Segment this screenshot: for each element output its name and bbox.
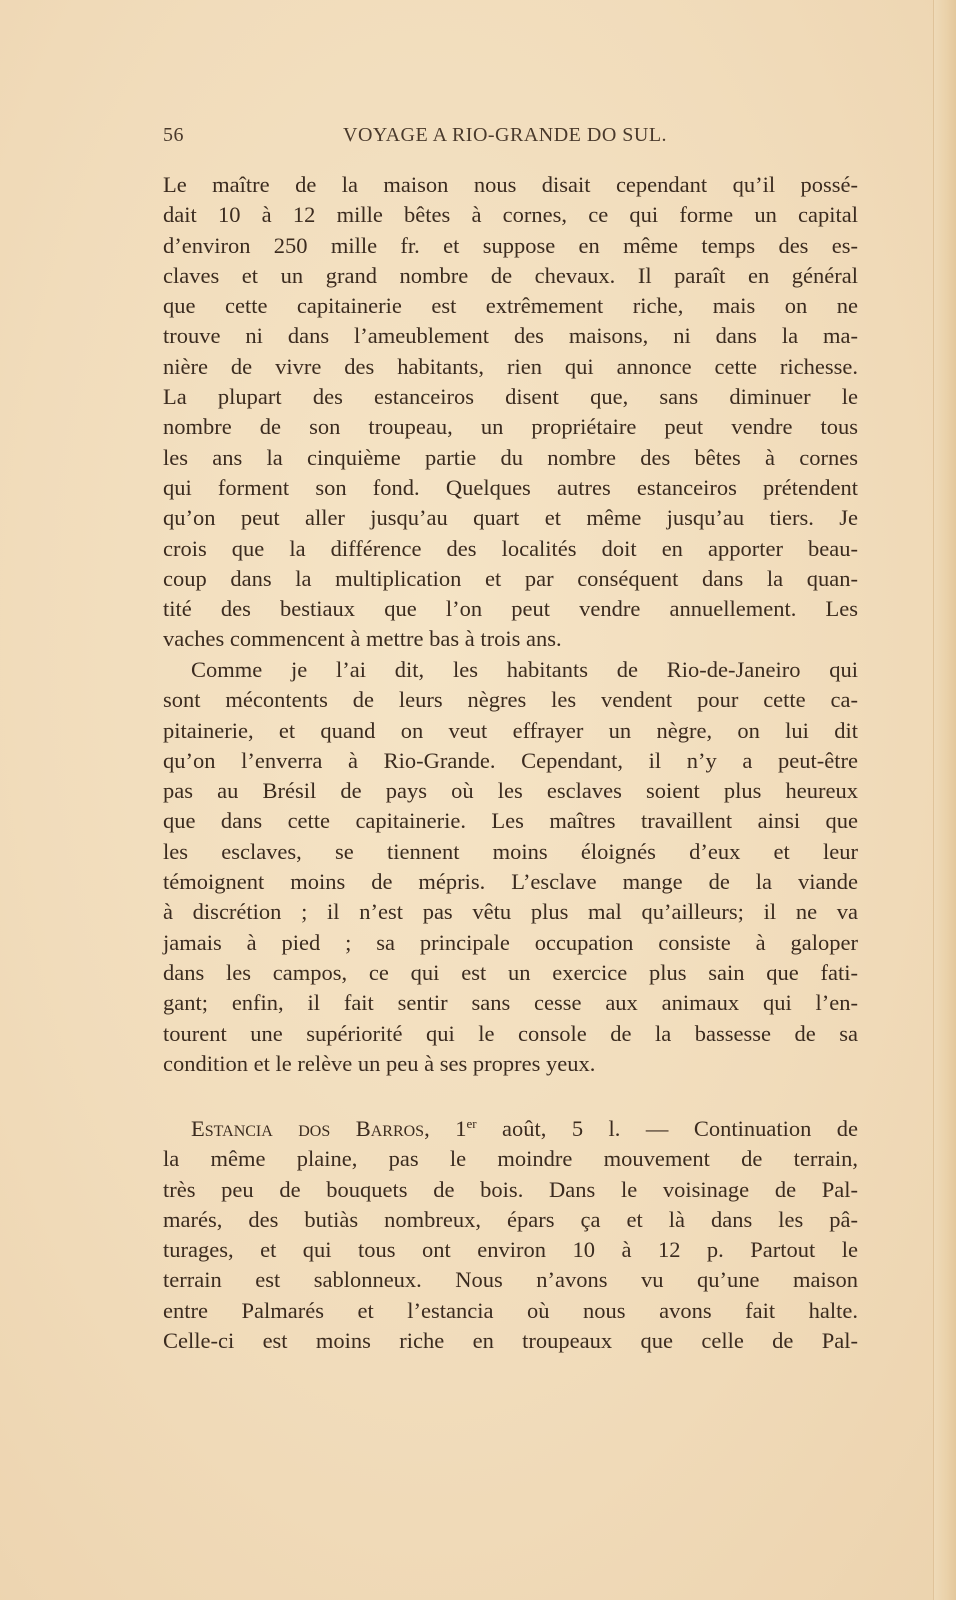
text-line: dait 10 à 12 mille bêtes à cornes, ce qui forme un capital xyxy=(163,202,858,228)
text-line: nière de vivre des habitants, rien qui annonce cette richesse. xyxy=(163,353,858,379)
text-line: turages, et qui tous ont environ 10 à 12 p. Partout le xyxy=(163,1237,858,1263)
text-line: que dans cette capitainerie. Les maîtres travaillent ainsi que xyxy=(163,808,858,834)
text-line: que cette capitainerie est extrêmement riche, mais on ne xyxy=(163,293,858,319)
text-line: tité des bestiaux que l’on peut vendre annuellement. Les xyxy=(163,596,858,622)
text-line: les esclaves, se tiennent moins éloignés d’eux et leur xyxy=(163,838,858,864)
text-line: claves et un grand nombre de chevaux. Il paraît en général xyxy=(163,262,858,288)
text-line: qu’on peut aller jusqu’au quart et même jusqu’au tiers. Je xyxy=(163,505,858,531)
running-title: VOYAGE A RIO-GRANDE DO SUL. xyxy=(343,124,668,146)
text-line: gant; enfin, il fait sentir sans cesse aux animaux qui l’en- xyxy=(163,990,858,1016)
entry-heading-line: Estancia dos Barros, 1er août, 5 l. — Continuation de xyxy=(191,1116,859,1141)
text-line: sont mécontents de leurs nègres les vendent pour cette ca- xyxy=(163,687,858,713)
text-line: les ans la cinquième partie du nombre des bêtes à cornes xyxy=(163,444,858,470)
page-edge xyxy=(933,0,956,1600)
text-line: condition et le relève un peu à ses propres yeux. xyxy=(163,1050,596,1076)
text-line: trouve ni dans l’ameublement des maisons, ni dans la ma- xyxy=(163,323,858,349)
text-line: à discrétion ; il n’est pas vêtu plus mal qu’ailleurs; il ne va xyxy=(163,899,858,925)
text-line: Le maître de la maison nous disait cependant qu’il possé- xyxy=(163,172,858,197)
page-number: 56 xyxy=(163,124,184,146)
text-line: Comme je l’ai dit, les habitants de Rio-de-Janeiro qui xyxy=(191,657,858,682)
paragraph-2 xyxy=(163,655,858,1079)
text-line: entre Palmarés et l’estancia où nous avons fait halte. xyxy=(163,1297,858,1323)
text-line: vaches commencent à mettre bas à trois ans. xyxy=(163,626,562,652)
text-line: la même plaine, pas le moindre mouvement de terrain, xyxy=(163,1146,858,1172)
text-line: pas au Brésil de pays où les esclaves soient plus heureux xyxy=(163,778,858,804)
running-header xyxy=(163,124,858,152)
text-line: crois que la différence des localités doit en apporter beau- xyxy=(163,535,858,561)
entry-day: 1 xyxy=(455,1116,467,1141)
text-line: dans les campos, ce qui est un exercice plus sain que fati- xyxy=(163,959,858,985)
entry-day-suffix: er xyxy=(466,1116,477,1131)
paragraph-1 xyxy=(163,170,858,655)
text-line: coup dans la multiplication et par conséquent dans la quan- xyxy=(163,565,858,591)
text-line: jamais à pied ; sa principale occupation consiste à galoper xyxy=(163,929,858,955)
text-line: témoignent moins de mépris. L’esclave mange de la viande xyxy=(163,869,858,895)
text-line: terrain est sablonneux. Nous n’avons vu qu’une maison xyxy=(163,1267,858,1293)
text-line: nombre de son troupeau, un propriétaire peut vendre tous xyxy=(163,414,858,440)
text-line: très peu de bouquets de bois. Dans le voisinage de Pal- xyxy=(163,1176,858,1202)
paragraph-3-journal-entry xyxy=(163,1114,858,1356)
text-line: Celle-ci est moins riche en troupeaux que celle de Pal- xyxy=(163,1328,858,1354)
text-line: marés, des butiàs nombreux, épars ça et là dans les pâ- xyxy=(163,1206,858,1232)
text-line: tourent une supériorité qui le console de la bassesse de sa xyxy=(163,1020,858,1046)
entry-rest: août, 5 l. — Continuation de xyxy=(476,1116,859,1141)
text-line: qu’on l’enverra à Rio-Grande. Cependant, il n’y a peut-être xyxy=(163,747,858,773)
text-line: qui forment son fond. Quelques autres estanceiros prétendent xyxy=(163,474,858,500)
text-line: d’environ 250 mille fr. et suppose en même temps des es- xyxy=(163,232,858,258)
text-line: pitainerie, et quand on veut effrayer un nègre, on lui dit xyxy=(163,717,858,743)
entry-place: Estancia dos Barros xyxy=(191,1116,425,1141)
text-line: La plupart des estanceiros disent que, sans diminuer le xyxy=(163,384,858,410)
